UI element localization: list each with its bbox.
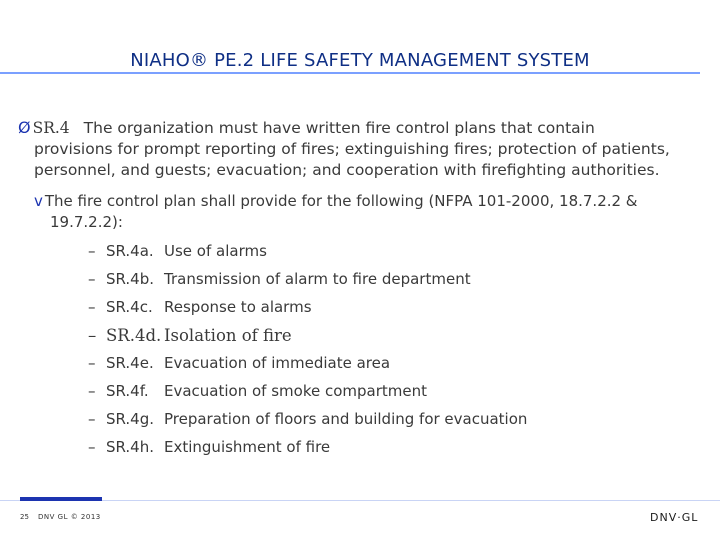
- item-code: SR.4d.: [106, 325, 162, 345]
- diamond-bullet-icon: v: [34, 192, 43, 210]
- sub-requirement-text-cont: 19.7.2.2):: [50, 213, 123, 231]
- item-code: SR.4f.: [106, 382, 149, 400]
- requirement-code: SR.4: [32, 119, 70, 137]
- item-code: SR.4b.: [106, 270, 155, 288]
- item-text: Preparation of floors and building for evacuation: [164, 410, 528, 428]
- dash-bullet: –: [88, 438, 96, 456]
- requirement-text-rest: provisions for prompt reporting of fires; extinguishing fires; protection of patients, personnel, and guests; evacuation; and cooperation with firefighting authorities.: [34, 140, 670, 179]
- item-code: SR.4g.: [106, 410, 155, 428]
- dash-bullet: –: [88, 410, 96, 428]
- main-requirement: [18, 117, 708, 181]
- item-code: SR.4c.: [106, 298, 153, 316]
- dnvgl-logo: DNV·GL: [650, 511, 699, 524]
- dash-bullet: –: [88, 298, 96, 316]
- list-item: [88, 433, 527, 461]
- page-number: 25: [20, 513, 29, 521]
- item-text: Use of alarms: [164, 242, 267, 260]
- dash-bullet: –: [88, 270, 96, 288]
- sub-requirement: [34, 191, 704, 233]
- slide-title: NIAHO® PE.2 LIFE SAFETY MANAGEMENT SYSTEM: [130, 50, 590, 71]
- list-item: [88, 293, 527, 321]
- footer-divider: [0, 500, 720, 501]
- requirement-text-line1: The organization must have written fire control plans that contain: [83, 119, 595, 137]
- dash-bullet: –: [88, 354, 96, 372]
- item-text: Evacuation of immediate area: [164, 354, 391, 372]
- list-item: [88, 349, 527, 377]
- item-text: Extinguishment of fire: [164, 438, 331, 456]
- item-text: Response to alarms: [164, 298, 312, 316]
- dash-bullet: –: [88, 242, 96, 260]
- item-text: Isolation of fire: [164, 325, 292, 345]
- item-text: Evacuation of smoke compartment: [164, 382, 427, 400]
- item-code: SR.4a.: [106, 242, 154, 260]
- item-text: Transmission of alarm to fire department: [164, 270, 471, 288]
- item-code: SR.4e.: [106, 354, 154, 372]
- copyright-text: DNV GL © 2013: [38, 513, 101, 521]
- list-item: [88, 237, 527, 265]
- arrow-bullet-icon: Ø: [18, 118, 31, 137]
- item-code: SR.4h.: [106, 438, 154, 456]
- requirement-list: [88, 237, 527, 461]
- title-divider: [0, 72, 700, 74]
- list-item: [88, 265, 527, 293]
- footer-accent-bar: [20, 497, 102, 501]
- list-item: [88, 321, 527, 349]
- sub-requirement-text: The fire control plan shall provide for the following (NFPA 101-2000, 18.7.2.2 &: [44, 192, 638, 210]
- list-item: [88, 377, 527, 405]
- list-item: [88, 405, 527, 433]
- dash-bullet: –: [88, 382, 96, 400]
- dash-bullet: –: [88, 325, 97, 345]
